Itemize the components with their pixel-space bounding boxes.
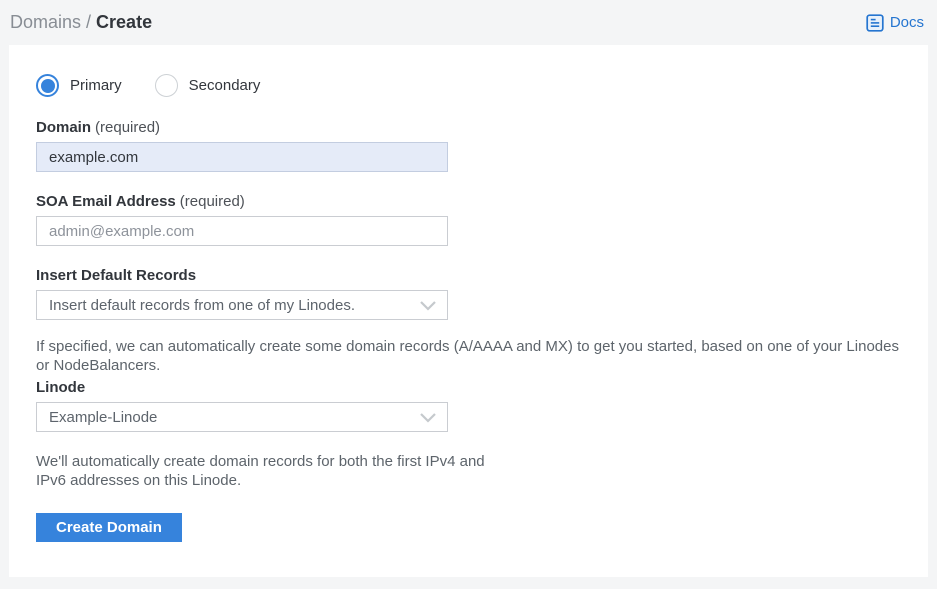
linode-select[interactable] (36, 402, 448, 432)
radio-button-secondary (155, 74, 178, 97)
chevron-down-icon (419, 300, 437, 311)
page-header (0, 0, 937, 45)
docs-document-icon (866, 14, 884, 32)
docs-link[interactable] (866, 14, 924, 32)
create-domain-card (9, 45, 928, 577)
insert-default-records-label (36, 267, 901, 284)
linode-field-group (36, 379, 901, 432)
soa-email-label (36, 193, 901, 210)
chevron-down-icon (419, 412, 437, 423)
radio-button-primary (36, 74, 59, 97)
insert-default-records-label-text: Insert Default Records (36, 267, 197, 284)
soa-email-label-text: SOA Email Address (36, 193, 176, 210)
radio-label-secondary: Secondary (188, 77, 261, 94)
soa-email-required-note: (required) (179, 193, 245, 210)
domain-label-text: Domain (36, 119, 92, 136)
linode-help-text: We'll automatically create domain records for both the first IPv4 and IPv6 addresses on this Linode. (36, 453, 485, 489)
insert-default-records-field-group (36, 267, 901, 320)
breadcrumb-separator: / (86, 12, 92, 32)
insert-default-records-selected-value: Insert default records from one of my Linodes. (49, 296, 355, 314)
breadcrumb (10, 12, 152, 33)
breadcrumb-domains[interactable]: Domains (10, 12, 82, 32)
domain-label (36, 119, 901, 136)
linode-label (36, 379, 901, 396)
linode-selected-value: Example-Linode (49, 408, 158, 426)
radio-label-primary: Primary (70, 77, 122, 94)
domain-field-group (36, 119, 901, 172)
soa-email-field-group (36, 193, 901, 246)
domain-input[interactable] (36, 142, 448, 172)
docs-link-label: Docs (889, 14, 924, 31)
radio-option-secondary[interactable] (155, 74, 261, 97)
linode-label-text: Linode (36, 379, 86, 396)
insert-default-records-select[interactable] (36, 290, 448, 320)
soa-email-input[interactable] (36, 216, 448, 246)
breadcrumb-create: Create (96, 12, 153, 32)
insert-default-records-help-text: If specified, we can automatically create some domain records (A/AAAA and MX) to get you started, based on one of your Linodes or NodeBalancers. (36, 338, 899, 374)
domain-required-note: (required) (95, 119, 161, 136)
domain-type-radio-group (36, 74, 901, 97)
create-domain-button[interactable]: Create Domain (36, 513, 182, 542)
radio-option-primary[interactable] (36, 74, 122, 97)
